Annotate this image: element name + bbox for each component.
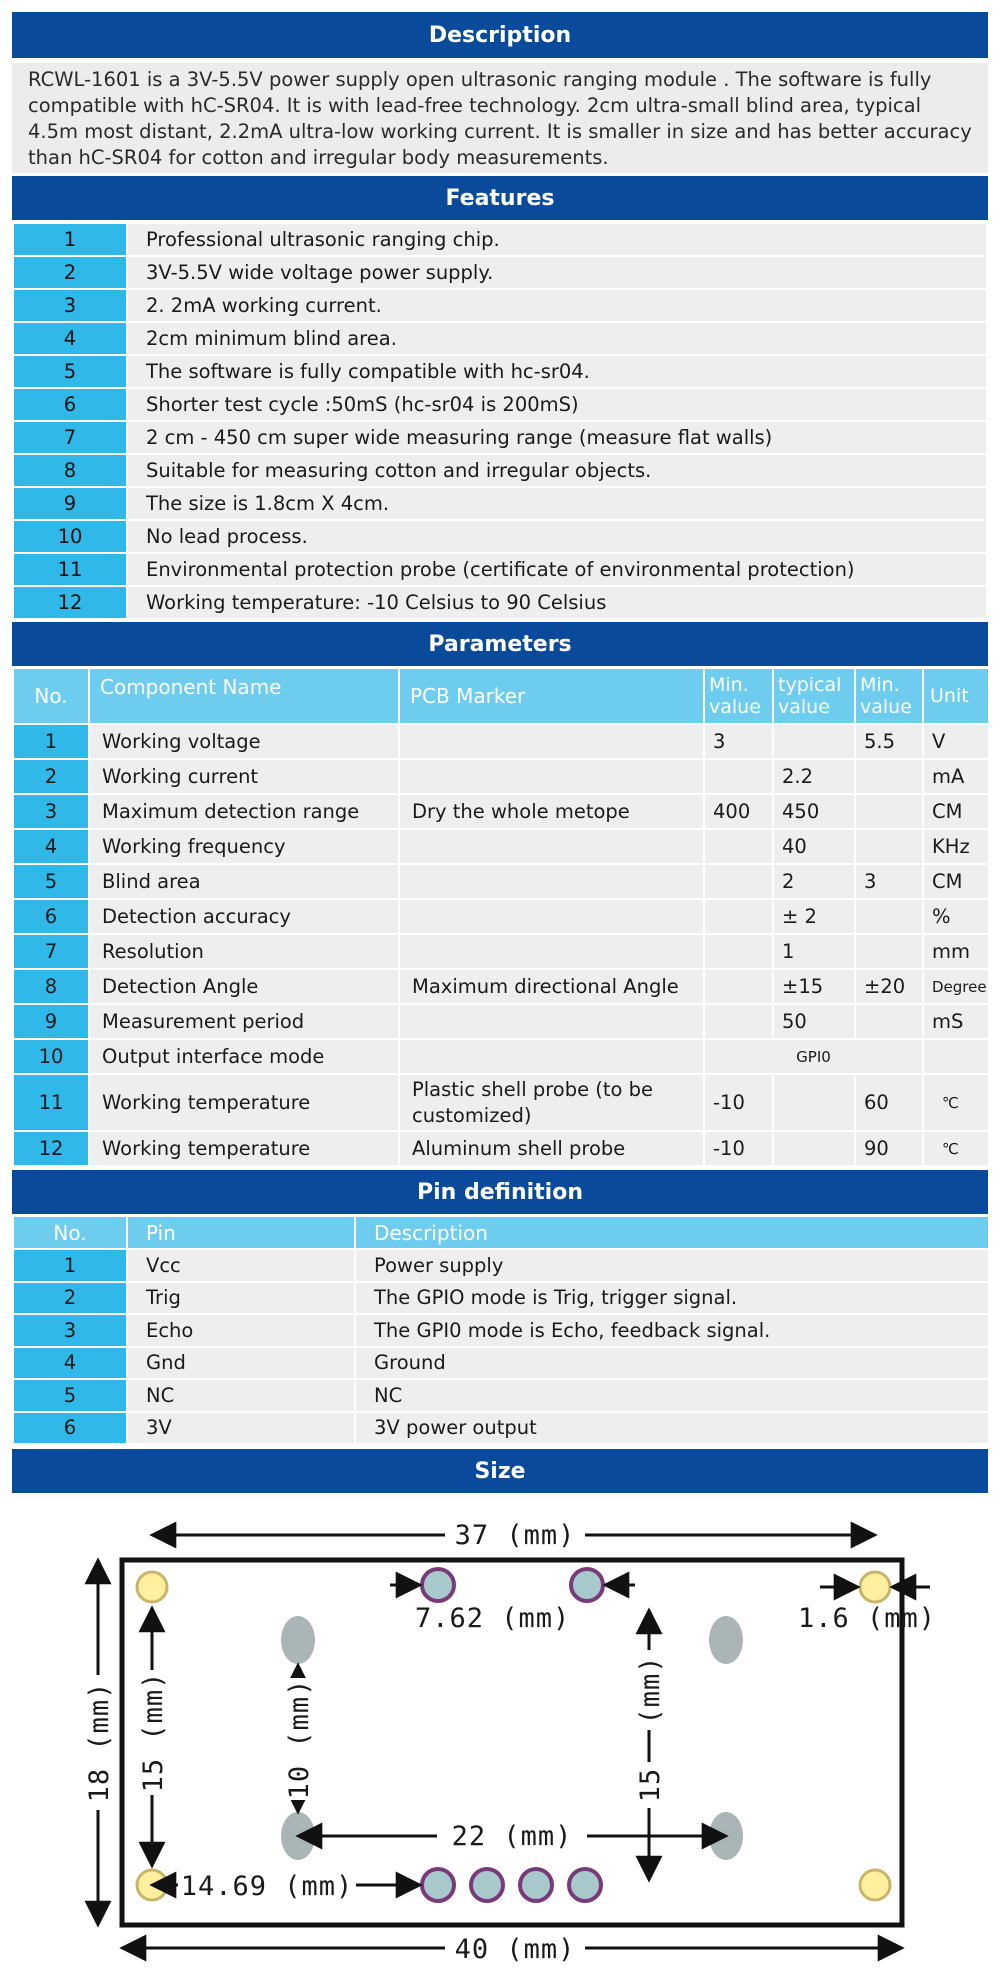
pin-number: 6 [13,1412,127,1445]
dim-label-hole: 1.6 (mm) [798,1603,937,1634]
pin-name: Echo [127,1314,355,1347]
parameter-row [13,1039,989,1074]
mounting-hole-top-left [137,1572,167,1602]
pin-name: Gnd [127,1347,355,1380]
pin-row [13,1314,989,1347]
pin-description: 3V power output [355,1412,989,1445]
parameter-row [13,724,989,759]
pin-row [13,1282,989,1315]
pin-number: 5 [13,1379,127,1412]
param-min [704,759,773,794]
parameters-table [12,667,990,1167]
pin-name: Trig [127,1282,355,1315]
param-max [855,829,923,864]
param-number: 2 [13,759,89,794]
feature-number: 5 [13,355,127,388]
parameter-row [13,759,989,794]
pin-row [13,1249,989,1282]
pin-row [13,1412,989,1445]
feature-row [13,553,987,586]
param-max [855,1004,923,1039]
parameter-row [13,969,989,1004]
transducer-pad-3 [709,1616,743,1664]
mounting-hole-bottom-right [860,1870,890,1900]
param-name: Output interface mode [89,1039,399,1074]
parameter-row [13,934,989,969]
dim-label-14-69: 14.69 (mm) [180,1871,354,1902]
param-unit: mS [923,1004,989,1039]
param-pcb-marker: Maximum directional Angle [399,969,704,1004]
param-min [704,899,773,934]
param-unit: CM [923,864,989,899]
pin-number: 1 [13,1249,127,1282]
parameter-row [13,1074,989,1131]
param-min: 3 [704,724,773,759]
param-unit: Degree [923,969,989,1004]
param-name: Working voltage [89,724,399,759]
param-min [704,829,773,864]
pin-number: 4 [13,1347,127,1380]
param-pcb-marker [399,759,704,794]
param-header-typical: typical value [773,668,855,724]
param-number: 7 [13,934,89,969]
param-name: Working current [89,759,399,794]
size-diagram [80,1500,940,1970]
param-header-min: Min. value [704,668,773,724]
header-pin-3 [520,1869,552,1901]
feature-number: 9 [13,487,127,520]
feature-text: 2cm minimum blind area. [127,322,987,355]
param-max [855,899,923,934]
param-max [855,759,923,794]
pin-number: 3 [13,1314,127,1347]
param-max: ±20 [855,969,923,1004]
param-number: 6 [13,899,89,934]
param-max: 3 [855,864,923,899]
feature-text: Shorter test cycle :50mS (hc-sr04 is 200mS) [127,388,987,421]
param-name: Working temperature [89,1131,399,1166]
feature-number: 11 [13,553,127,586]
dim-label-15-right: 15 [635,1767,666,1803]
param-typical [773,1131,855,1166]
param-header-component: Component Name [89,668,399,724]
param-name: Detection accuracy [89,899,399,934]
pin-header-no: No. [13,1216,127,1249]
param-pcb-marker [399,1004,704,1039]
param-merged-value: GPI0 [704,1039,923,1074]
param-max: 60 [855,1074,923,1131]
param-typical: 40 [773,829,855,864]
param-unit: % [923,899,989,934]
feature-text: The size is 1.8cm X 4cm. [127,487,987,520]
pin-description: The GPIO mode is Trig, trigger signal. [355,1282,989,1315]
features-title: Features [445,185,555,211]
header-pin-1 [422,1869,454,1901]
param-pcb-marker [399,899,704,934]
param-typical: 2.2 [773,759,855,794]
pin-row [13,1347,989,1380]
param-unit: V [923,724,989,759]
param-typical [773,1074,855,1131]
param-number: 5 [13,864,89,899]
dim-label-10: 10 (mm) [284,1678,315,1800]
param-unit [923,1039,989,1074]
parameters-header [12,622,988,666]
pin-name: Vcc [127,1249,355,1282]
parameters-title: Parameters [428,631,572,657]
parameter-row [13,1131,989,1166]
feature-row [13,586,987,619]
pin-definition-header [12,1170,988,1214]
param-pcb-marker: Dry the whole metope [399,794,704,829]
feature-number: 4 [13,322,127,355]
param-max: 90 [855,1131,923,1166]
feature-text: The software is fully compatible with hc-sr04. [127,355,987,388]
dim-label-15-left: 15 (mm) [138,1671,169,1793]
param-max [855,934,923,969]
pin-header-description: Description [355,1216,989,1249]
param-pcb-marker [399,934,704,969]
feature-text: Environmental protection probe (certificate of environmental protection) [127,553,987,586]
parameter-row [13,864,989,899]
dim-label-15-right-unit: (mm) [635,1655,666,1725]
pin-description: The GPI0 mode is Echo, feedback signal. [355,1314,989,1347]
dim-label-22: 22 (mm) [451,1821,573,1852]
pin-description: Ground [355,1347,989,1380]
param-pcb-marker [399,864,704,899]
feature-text: Suitable for measuring cotton and irregular objects. [127,454,987,487]
dim-label-40: 40 (mm) [454,1934,576,1965]
param-header-pcb: PCB Marker [399,668,704,724]
features-header [12,176,988,220]
param-unit: KHz [923,829,989,864]
pin-definition-title: Pin definition [417,1179,583,1205]
feature-row [13,223,987,256]
pin-definition-table [12,1215,990,1445]
header-pin-4 [569,1869,601,1901]
feature-row [13,421,987,454]
param-max [855,794,923,829]
param-typical: 2 [773,864,855,899]
pin-description: NC [355,1379,989,1412]
param-min [704,864,773,899]
param-typical: 450 [773,794,855,829]
feature-number: 2 [13,256,127,289]
feature-number: 3 [13,289,127,322]
param-pcb-marker: Aluminum shell probe [399,1131,704,1166]
top-pad-right [571,1569,603,1601]
param-name: Blind area [89,864,399,899]
param-unit: CM [923,794,989,829]
dim-label-18: 18 (mm) [84,1681,115,1803]
param-name: Measurement period [89,1004,399,1039]
parameter-row [13,899,989,934]
param-max: 5.5 [855,724,923,759]
param-number: 9 [13,1004,89,1039]
features-table [12,222,988,620]
param-unit: mA [923,759,989,794]
param-unit: ℃ [923,1131,989,1166]
feature-row [13,256,987,289]
dim-label-pitch: 7.62 (mm) [415,1603,571,1634]
param-header-unit: Unit [923,668,989,724]
feature-number: 1 [13,223,127,256]
param-name: Maximum detection range [89,794,399,829]
description-title: Description [428,22,572,48]
pin-name: NC [127,1379,355,1412]
param-typical [773,724,855,759]
param-min: 400 [704,794,773,829]
dim-label-37: 37 (mm) [454,1520,576,1551]
param-number: 11 [13,1074,89,1131]
feature-row [13,322,987,355]
param-header-max: Min. value [855,668,923,724]
size-title: Size [474,1458,526,1484]
param-typical: 1 [773,934,855,969]
param-header-no: No. [13,668,89,724]
param-pcb-marker [399,829,704,864]
param-typical: ± 2 [773,899,855,934]
param-number: 10 [13,1039,89,1074]
feature-number: 10 [13,520,127,553]
param-unit: ℃ [923,1074,989,1131]
pin-header-pin: Pin [127,1216,355,1249]
feature-number: 7 [13,421,127,454]
parameter-row [13,1004,989,1039]
param-min [704,1004,773,1039]
feature-row [13,355,987,388]
header-pin-2 [471,1869,503,1901]
param-number: 3 [13,794,89,829]
feature-row [13,289,987,322]
feature-row [13,520,987,553]
feature-text: Professional ultrasonic ranging chip. [127,223,987,256]
feature-number: 6 [13,388,127,421]
feature-text: 2. 2mA working current. [127,289,987,322]
transducer-pad-1 [281,1616,315,1664]
param-number: 8 [13,969,89,1004]
feature-text: Working temperature: -10 Celsius to 90 Celsius [127,586,987,619]
feature-row [13,388,987,421]
param-unit: mm [923,934,989,969]
param-number: 4 [13,829,89,864]
feature-text: No lead process. [127,520,987,553]
param-number: 1 [13,724,89,759]
param-pcb-marker: Plastic shell probe (to be customized) [399,1074,704,1131]
param-typical: ±15 [773,969,855,1004]
param-name: Working frequency [89,829,399,864]
parameter-row [13,794,989,829]
pin-row [13,1379,989,1412]
param-typical: 50 [773,1004,855,1039]
description-header [12,12,988,58]
size-header [12,1449,988,1493]
parameter-row [13,829,989,864]
feature-number: 8 [13,454,127,487]
param-min: -10 [704,1074,773,1131]
param-min [704,934,773,969]
param-pcb-marker [399,724,704,759]
feature-row [13,487,987,520]
top-pad-left [422,1569,454,1601]
pin-name: 3V [127,1412,355,1445]
param-min [704,969,773,1004]
param-name: Working temperature [89,1074,399,1131]
feature-text: 3V-5.5V wide voltage power supply. [127,256,987,289]
pin-description: Power supply [355,1249,989,1282]
mounting-hole-top-right [860,1572,890,1602]
param-pcb-marker [399,1039,704,1074]
feature-number: 12 [13,586,127,619]
feature-row [13,454,987,487]
param-name: Detection Angle [89,969,399,1004]
description-text: RCWL-1601 is a 3V-5.5V power supply open ultrasonic ranging module . The software is fully compatible with hC-SR04. It is with lead-free technology. 2cm ultra-small blind area, typical 4.5m most distant, 2.2mA ultra-low working current. It is smaller in size and has better accuracy than hC-SR04 for cotton and irregular body measurements. [12,63,988,173]
param-number: 12 [13,1131,89,1166]
pin-number: 2 [13,1282,127,1315]
param-name: Resolution [89,934,399,969]
feature-text: 2 cm - 450 cm super wide measuring range (measure flat walls) [127,421,987,454]
param-min: -10 [704,1131,773,1166]
